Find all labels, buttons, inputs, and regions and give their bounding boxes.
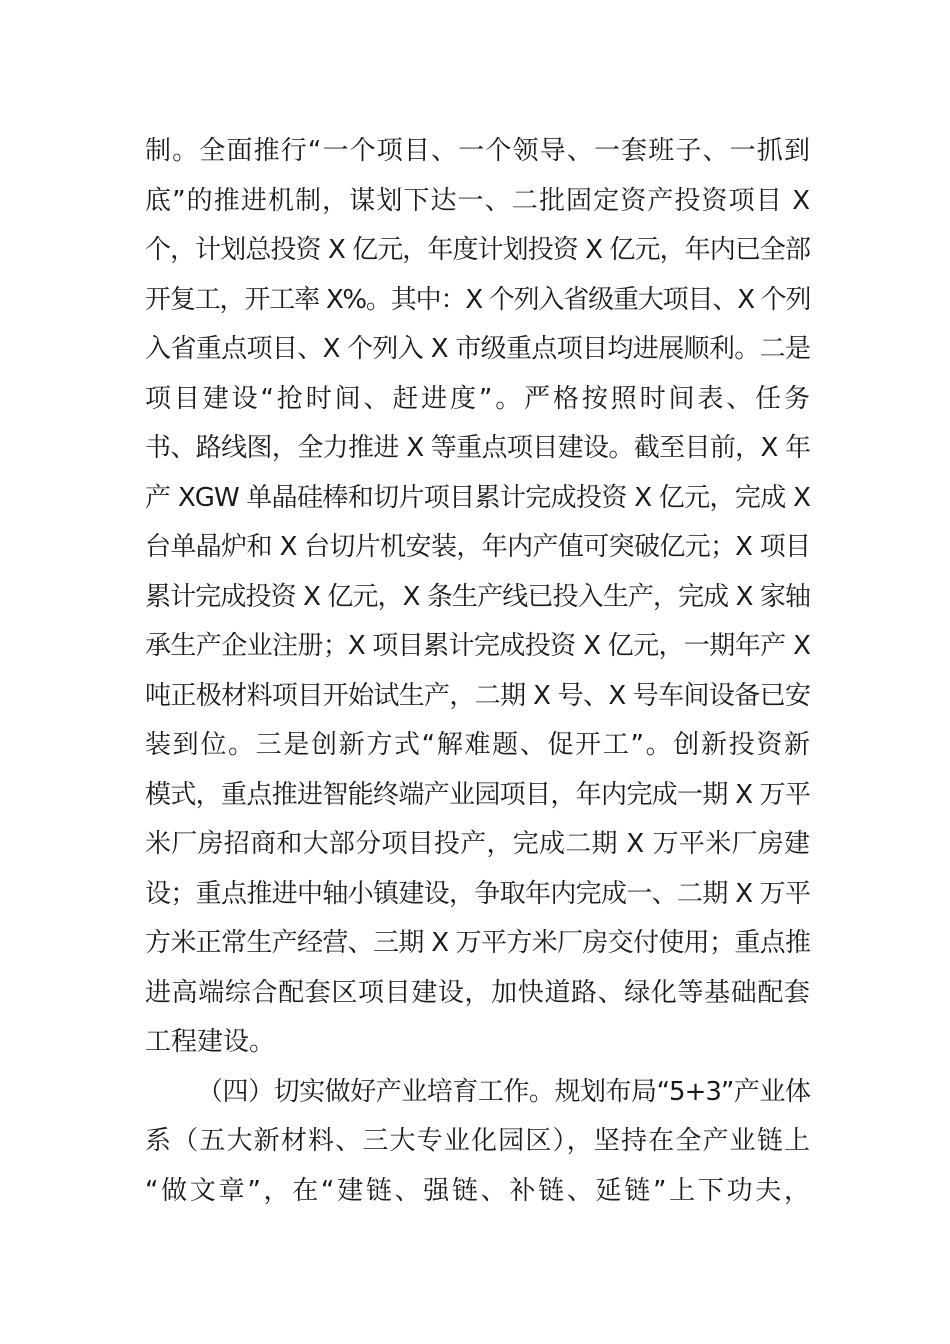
text-line: 台单晶炉和 X 台切片机安装，年内产值可突破亿元；X 项目 <box>145 532 810 562</box>
body-text <box>145 127 810 1216</box>
text-line: 吨正极材料项目开始试生产，二期 X 号、X 号车间设备已安 <box>145 680 810 711</box>
text-line: 设；重点推进中轴小镇建设，争取年内完成一、二期 X 万平 <box>145 878 810 909</box>
text-line: 个，计划总投资 X 亿元，年度计划投资 X 亿元，年内已全部 <box>145 235 810 265</box>
text-line: 米厂房招商和大部分项目投产，完成二期 X 万平米厂房建 <box>145 829 810 859</box>
text-line: 系（五大新材料、三大专业化园区），坚持在全产业链上 <box>145 1126 810 1156</box>
text-line: “做文章”，在“建链、强链、补链、延链”上下功夫， <box>145 1175 810 1206</box>
text-line: 工程建设。 <box>145 1027 276 1057</box>
text-line: 书、路线图，全力推进 X 等重点项目建设。截至目前，X 年 <box>145 433 810 463</box>
text-line: 累计完成投资 X 亿元，X 条生产线已投入生产，完成 X 家轴 <box>145 581 810 612</box>
text-line: 产 XGW 单晶硅棒和切片项目累计完成投资 X 亿元，完成 X <box>145 482 810 513</box>
text-line: 项目建设“抢时间、赶进度”。严格按照时间表、任务 <box>145 383 810 414</box>
text-line: 进高端综合配套区项目建设，加快道路、绿化等基础配套 <box>145 977 810 1008</box>
text-line: 底”的推进机制，谋划下达一、二批固定资产投资项目 X <box>145 185 810 216</box>
text-line: 装到位。三是创新方式“解难题、促开工”。创新投资新 <box>145 730 810 760</box>
section-heading-line: （四）切实做好产业培育工作。规划布局“5+3”产业体 <box>197 1076 810 1107</box>
text-line: 模式，重点推进智能终端产业园项目，年内完成一期 X 万平 <box>145 779 810 810</box>
text-line: 方米正常生产经营、三期 X 万平方米厂房交付使用；重点推 <box>145 928 810 958</box>
text-line: 承生产企业注册；X 项目累计完成投资 X 亿元，一期年产 X <box>145 631 810 661</box>
text-line: 制。全面推行“一个项目、一个领导、一套班子、一抓到 <box>145 136 810 166</box>
text-line: 开复工，开工率 X%。其中：X 个列入省级重大项目、X 个列 <box>145 284 810 315</box>
text-line: 入省重点项目、X 个列入 X 市级重点项目均进展顺利。二是 <box>145 334 810 364</box>
